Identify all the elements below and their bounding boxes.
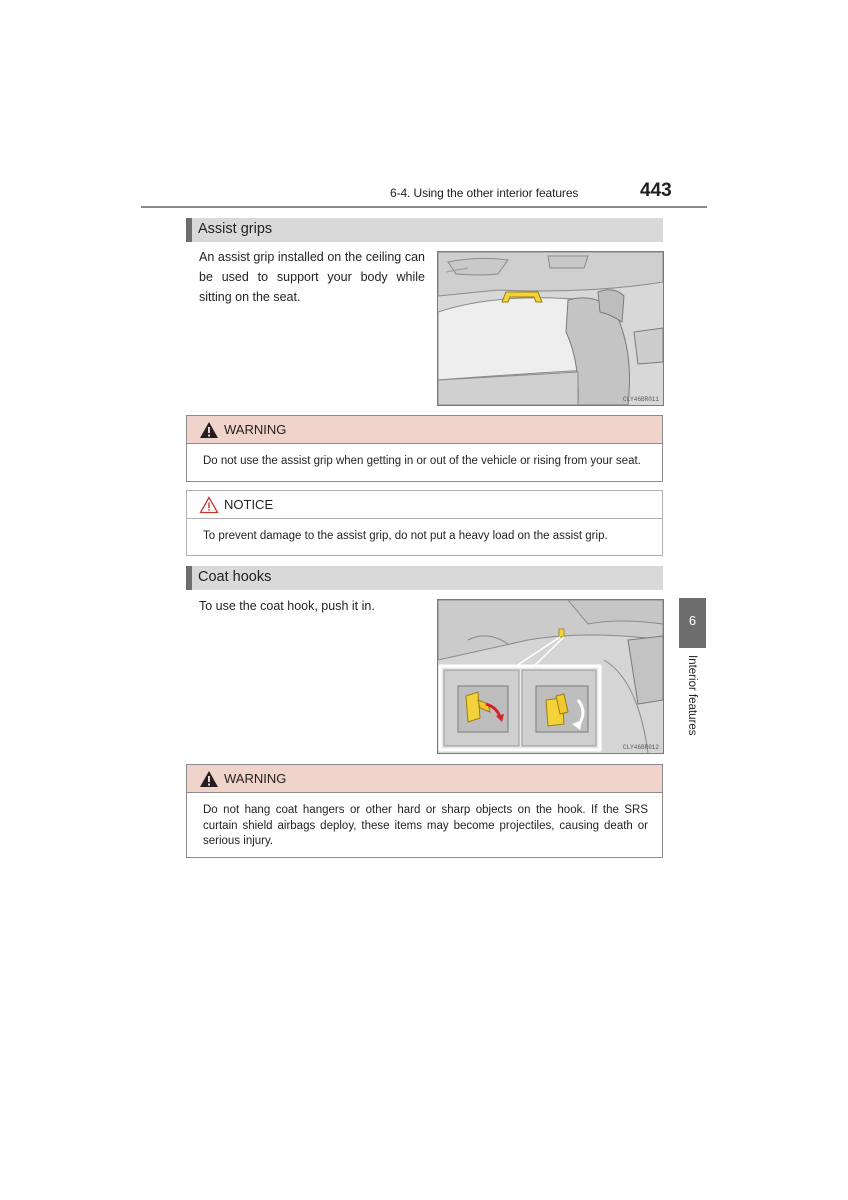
notice-triangle-icon xyxy=(199,496,219,514)
warning-label: WARNING xyxy=(224,771,287,786)
warning-box-assist-grip xyxy=(186,415,663,482)
section-heading-assist-grips xyxy=(186,218,663,242)
warning-triangle-icon xyxy=(199,770,219,788)
warning-triangle-icon xyxy=(199,421,219,439)
warning-header xyxy=(187,765,662,793)
warning-label: WARNING xyxy=(224,422,287,437)
assist-grip-drawing xyxy=(438,252,663,405)
notice-header xyxy=(187,491,662,519)
warning-header xyxy=(187,416,662,444)
warning-text: Do not hang coat hangers or other hard or sharp objects on the hook. If the SRS curtain shield airbags deploy, these items may become projectiles, causing death or serious injury. xyxy=(203,804,648,847)
header-rule xyxy=(141,206,707,208)
warning-text: Do not use the assist grip when getting in or out of the vehicle or rising from your seat. xyxy=(203,455,641,467)
warning-box-coat-hook xyxy=(186,764,663,858)
chapter-number: 6 xyxy=(688,613,697,628)
coat-hook-description: To use the coat hook, push it in. xyxy=(199,599,375,613)
assist-grip-description: An assist grip installed on the ceiling can be used to support your body while sitting on the seat. xyxy=(199,250,425,304)
running-header-section: 6-4. Using the other interior features xyxy=(390,186,579,200)
section-heading-coat-hooks xyxy=(186,566,663,590)
chapter-tab xyxy=(679,598,706,648)
chapter-title: Interior features xyxy=(686,655,698,736)
coat-hook-drawing xyxy=(438,600,663,753)
notice-label: NOTICE xyxy=(224,497,274,512)
notice-text: To prevent damage to the assist grip, do not put a heavy load on the assist grip. xyxy=(203,530,608,542)
section-title: Coat hooks xyxy=(198,569,272,585)
assist-grip-illustration xyxy=(437,251,664,406)
figure-code: CLY46BR011 xyxy=(622,396,659,403)
notice-box-assist-grip xyxy=(186,490,663,556)
figure-code: CLY46BR012 xyxy=(622,744,659,751)
page-number: 443 xyxy=(640,180,672,201)
section-title: Assist grips xyxy=(198,221,273,237)
coat-hook-illustration xyxy=(437,599,664,754)
